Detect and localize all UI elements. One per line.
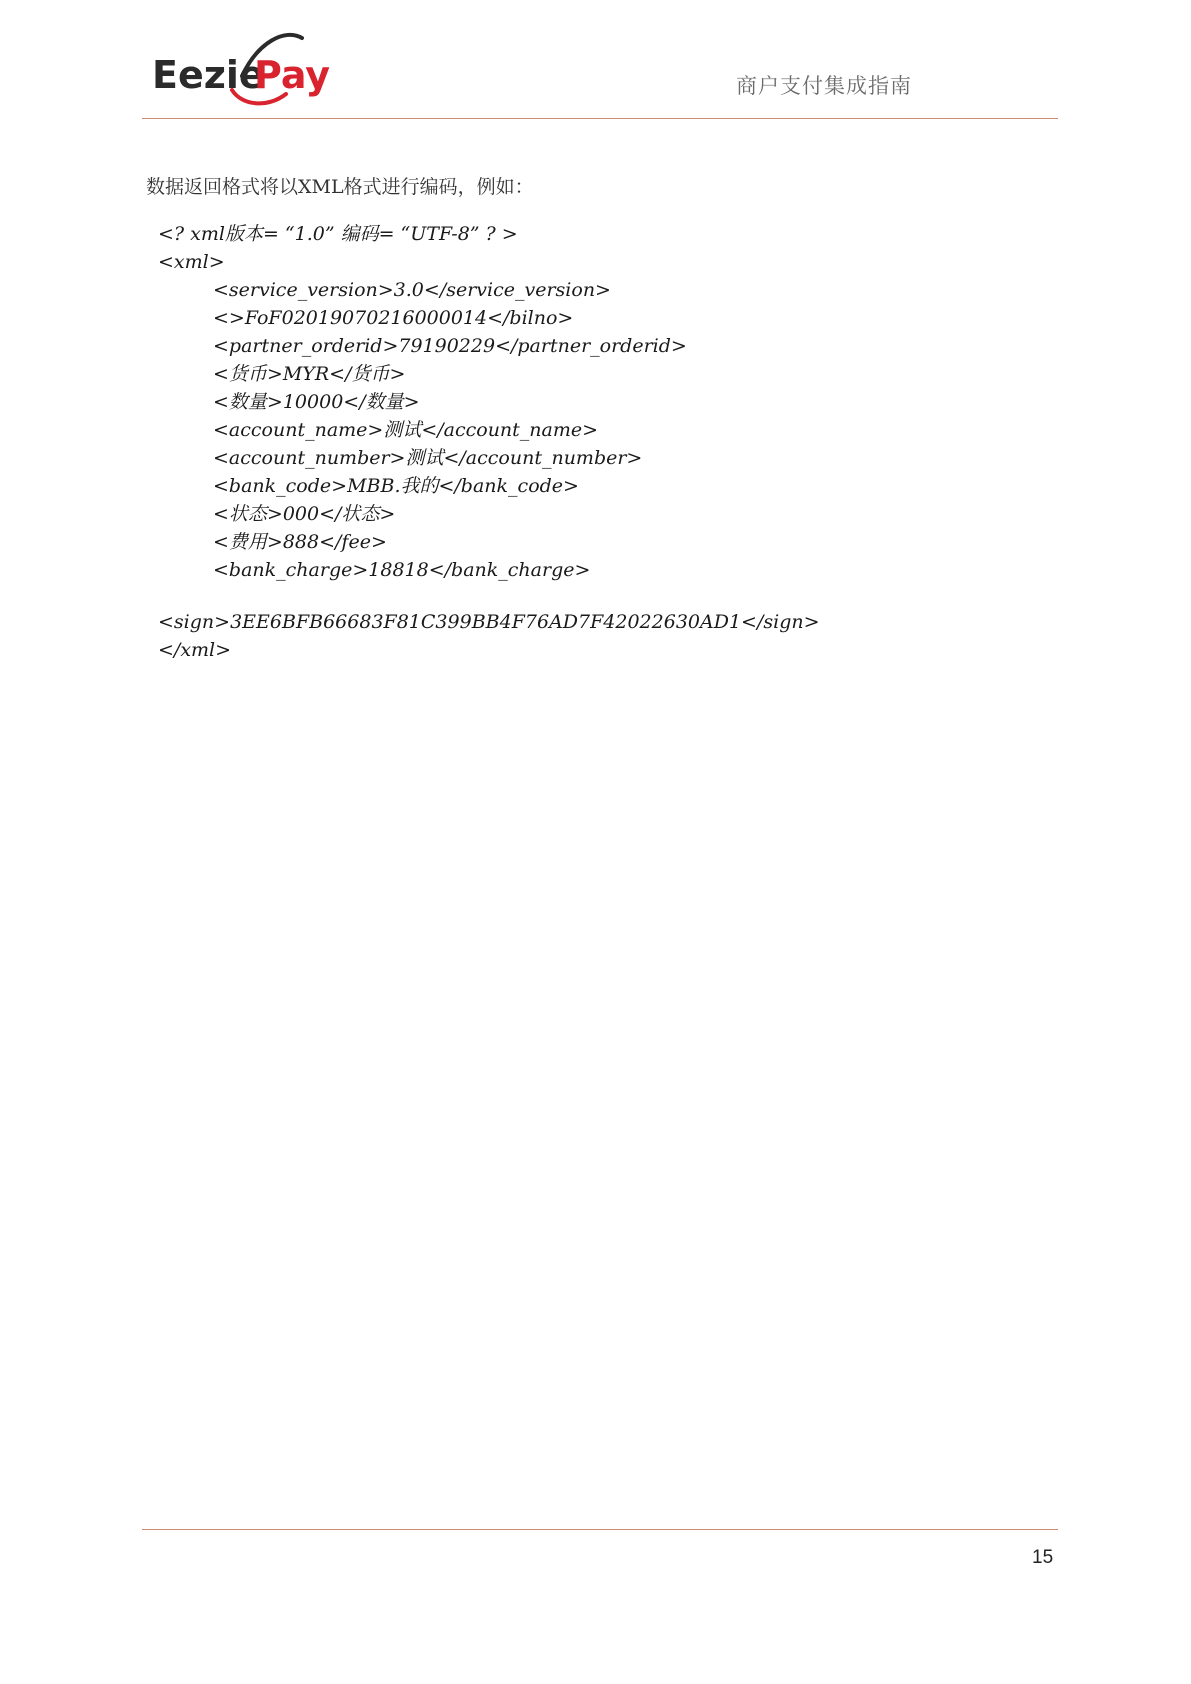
xml-code-sample — [158, 220, 820, 664]
document-title: 商户支付集成指南 — [736, 74, 912, 98]
code-line-status: <状态>000</状态> — [213, 503, 396, 525]
header-divider — [142, 118, 1058, 119]
intro-paragraph: 数据返回格式将以XML格式进行编码，例如： — [146, 176, 534, 198]
code-line-currency: <货币>MYR</货币> — [213, 363, 406, 385]
code-line-billno: <>FoF02019070216000014</bilno> — [213, 307, 574, 329]
logo-text-eezie: Eezie — [152, 53, 265, 97]
code-line-account-number: <account_number>测试</account_number> — [213, 447, 643, 469]
code-line-account-name: <account_name>测试</account_name> — [213, 419, 599, 441]
code-line-fee: <费用>888</fee> — [213, 531, 387, 553]
code-line-sign: <sign>3EE6BFB66683F81C399BB4F76AD7F42022630AD1</sign> — [158, 611, 820, 633]
code-line-xml-declaration: <? xml版本= “1.0” 编码= “UTF-8” ? > — [158, 223, 518, 245]
code-line-bank-charge: <bank_charge>18818</bank_charge> — [213, 559, 591, 581]
footer-divider — [142, 1529, 1058, 1530]
code-line-bank-code: <bank_code>MBB.我的</bank_code> — [213, 475, 579, 497]
code-line-amount: <数量>10000</数量> — [213, 391, 420, 413]
code-line-partner-orderid: <partner_orderid>79190229</partner_orderid> — [213, 335, 687, 357]
logo-text-pay: Pay — [254, 53, 331, 97]
eeziepay-logo — [150, 28, 340, 108]
code-blank-line — [158, 584, 820, 608]
page-number: 15 — [1032, 1547, 1054, 1568]
code-line-xml-close: </xml> — [158, 639, 232, 661]
code-line-xml-open: <xml> — [158, 251, 225, 273]
code-line-service-version: <service_version>3.0</service_version> — [213, 279, 611, 301]
